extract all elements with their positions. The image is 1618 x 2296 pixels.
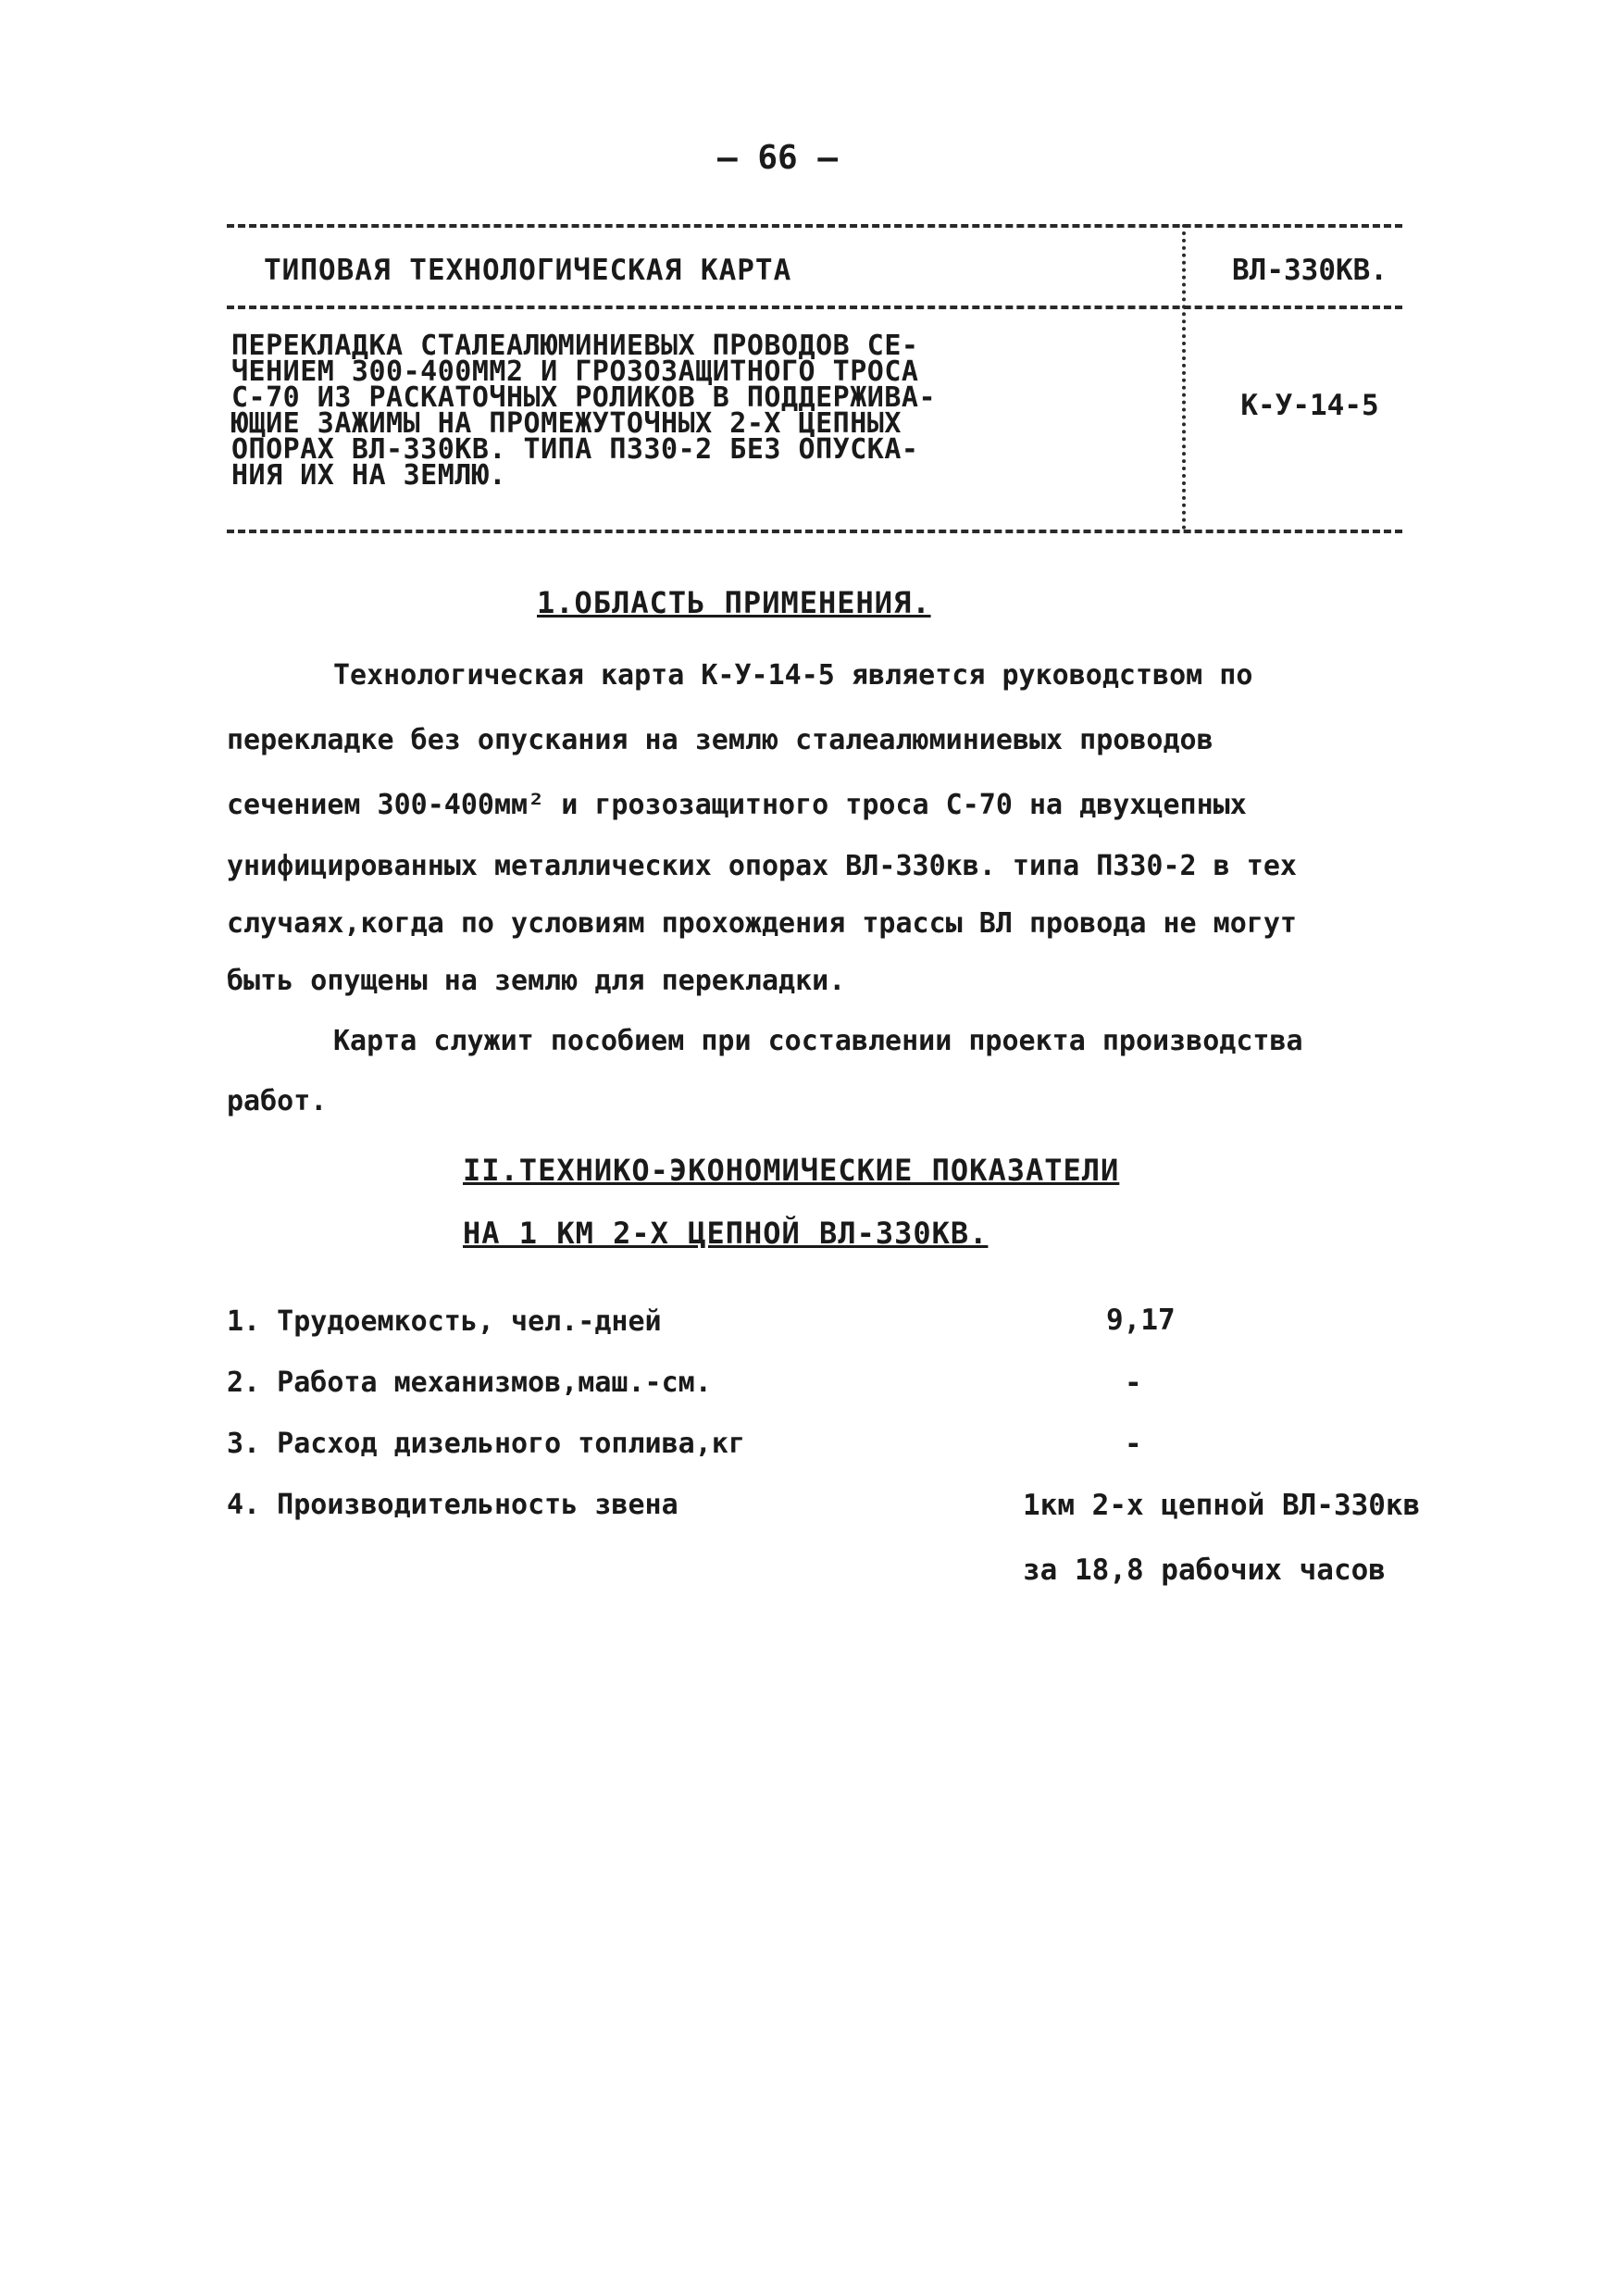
section1-paragraph-line: Карта служит пособием при составлении проекта производства bbox=[333, 1025, 1303, 1057]
indicator-label: 1. Трудоемкость, чел.-дней bbox=[227, 1305, 662, 1338]
indicator-label: 2. Работа механизмов,маш.-см. bbox=[227, 1366, 712, 1399]
header-table bbox=[227, 224, 1402, 534]
section1-title: 1.ОБЛАСТЬ ПРИМЕНЕНИЯ. bbox=[537, 585, 931, 620]
section2-subtitle: НА 1 КМ 2-Х ЦЕПНОЙ ВЛ-330КВ. bbox=[463, 1216, 989, 1251]
indicator-value: 9,17 bbox=[1106, 1304, 1176, 1337]
header-description-line: ПЕРЕКЛАДКА СТАЛЕАЛЮМИНИЕВЫХ ПРОВОДОВ СЕ- bbox=[231, 330, 919, 362]
section1-paragraph-line: случаях,когда по условиям прохождения трассы ВЛ провода не могут bbox=[227, 907, 1297, 940]
section1-paragraph-line: работ. bbox=[227, 1085, 328, 1117]
header-line-code: ВЛ-330КВ. bbox=[1232, 254, 1388, 287]
indicator-value: - bbox=[1125, 1428, 1142, 1461]
header-description-line: С-70 ИЗ РАСКАТОЧНЫХ РОЛИКОВ В ПОДДЕРЖИВА- bbox=[231, 381, 937, 414]
header-description-line: ОПОРАХ ВЛ-330КВ. ТИПА П330-2 БЕЗ ОПУСКА- bbox=[231, 433, 919, 466]
indicator-value: - bbox=[1125, 1366, 1142, 1400]
header-middle-rule bbox=[227, 306, 1402, 309]
header-top-rule bbox=[227, 224, 1402, 228]
indicator-value: 1км 2-х цепной ВЛ-330кв bbox=[1023, 1489, 1421, 1522]
section2-title: II.ТЕХНИКО-ЭКОНОМИЧЕСКИЕ ПОКАЗАТЕЛИ bbox=[463, 1153, 1120, 1188]
header-column-divider bbox=[1182, 224, 1186, 530]
header-description-line: ЮЩИЕ ЗАЖИМЫ НА ПРОМЕЖУТОЧНЫХ 2-Х ЦЕПНЫХ bbox=[231, 407, 902, 440]
section1-paragraph-line: быть опущены на землю для перекладки. bbox=[227, 965, 846, 997]
section1-paragraph-line: унифицированных металлических опорах ВЛ-330кв. типа П330-2 в тех bbox=[227, 850, 1297, 882]
indicator-label: 4. Производительность звена bbox=[227, 1489, 678, 1521]
header-card-code: К-У-14-5 bbox=[1240, 389, 1379, 422]
header-description bbox=[231, 330, 1176, 492]
indicator-label: 3. Расход дизельного топлива,кг bbox=[227, 1428, 745, 1460]
header-bottom-rule bbox=[227, 530, 1402, 533]
header-description-line: ЧЕНИЕМ 300-400ММ2 И ГРОЗОЗАЩИТНОГО ТРОСА bbox=[231, 356, 919, 388]
page-number: – 66 – bbox=[716, 139, 839, 177]
section1-paragraph-line: Технологическая карта К-У-14-5 является руководством по bbox=[333, 659, 1253, 692]
section1-paragraph-line: сечением 300-400мм² и грозозащитного троса С-70 на двухцепных bbox=[227, 789, 1247, 821]
header-title: ТИПОВАЯ ТЕХНОЛОГИЧЕСКАЯ КАРТА bbox=[264, 254, 792, 287]
section1-paragraph-line: перекладке без опускания на землю сталеалюминиевых проводов bbox=[227, 724, 1214, 756]
header-description-line: НИЯ ИХ НА ЗЕМЛЮ. bbox=[231, 459, 506, 492]
indicator-value-line2: за 18,8 рабочих часов bbox=[1023, 1554, 1386, 1587]
